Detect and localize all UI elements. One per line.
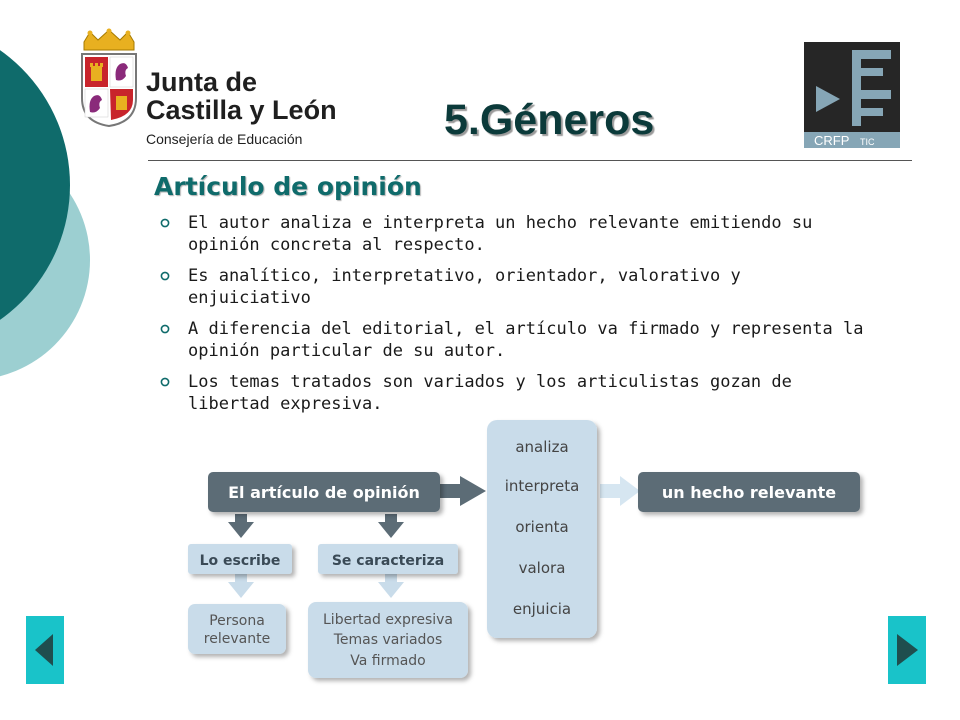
ring-bullet-icon: [160, 377, 170, 387]
diagram-verb: orienta: [515, 518, 569, 536]
jcyl-logo: [78, 28, 368, 156]
diagram-target-label: un hecho relevante: [661, 483, 837, 502]
jcyl-department: Consejería de Educación: [146, 131, 303, 147]
crfp-suffix: TIC: [860, 137, 875, 147]
bullet-text: El autor analiza e interpreta un hecho relevante emitiendo su opinión concreta al respecto.: [188, 213, 813, 255]
diagram-trait: Va firmado: [350, 653, 426, 669]
bullet-item: [158, 318, 868, 362]
crfp-emblem-icon: [804, 42, 900, 148]
previous-slide-button[interactable]: [26, 616, 64, 684]
ring-bullet-icon: [160, 271, 170, 281]
opinion-article-diagram: [180, 412, 880, 692]
bullet-item: [158, 371, 868, 415]
jcyl-name-line2: Castilla y León: [146, 95, 337, 125]
next-slide-button[interactable]: [888, 616, 926, 684]
bullet-list: [158, 212, 868, 424]
slide-subtitle: Artículo de opinión: [154, 172, 422, 201]
bullet-item: [158, 265, 868, 309]
bullet-text: Es analítico, interpretativo, orientador, valorativo y enjuiciativo: [188, 266, 741, 308]
bullet-text: Los temas tratados son variados y los articulistas gozan de libertad expresiva.: [188, 372, 792, 414]
diagram-verb: enjuicia: [512, 600, 572, 618]
diagram-verb: valora: [518, 559, 566, 577]
jcyl-name-line1: Junta de: [146, 67, 258, 97]
diagram-writer-value: Persona: [209, 613, 265, 629]
diagram-writer-value: relevante: [203, 631, 271, 647]
title-divider: [148, 160, 912, 161]
crfp-logo: [804, 42, 900, 148]
arrow-left-icon: [26, 616, 64, 684]
diagram-verb: analiza: [515, 438, 569, 456]
crfp-label: CRFP: [814, 133, 850, 148]
bullet-item: [158, 212, 868, 256]
ring-bullet-icon: [160, 218, 170, 228]
arrow-right-icon: [888, 616, 926, 684]
diagram-verb: interpreta: [504, 477, 580, 495]
slide-title: 5.Géneros: [444, 96, 655, 144]
diagram-trait: Libertad expresiva: [323, 612, 453, 628]
diagram-traits-label: Se caracteriza: [331, 553, 445, 569]
diagram-writer-label: Lo escribe: [199, 553, 281, 569]
diagram-trait: Temas variados: [333, 632, 443, 648]
ring-bullet-icon: [160, 324, 170, 334]
crest-icon: [78, 28, 140, 128]
diagram-main-label: El artículo de opinión: [228, 483, 420, 502]
bullet-text: A diferencia del editorial, el artículo va firmado y representa la opinión particular de su autor.: [188, 319, 864, 361]
